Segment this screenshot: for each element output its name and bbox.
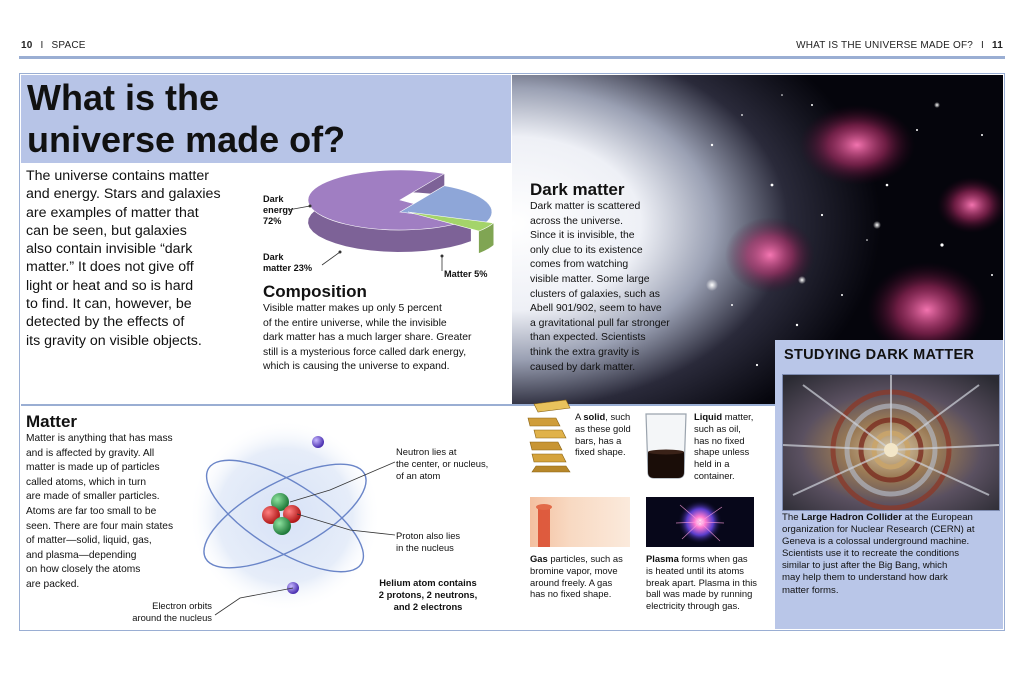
composition-text: [263, 302, 513, 375]
matter-line: are made of smaller particles.: [26, 491, 160, 503]
page-title-line-1: What is the: [27, 77, 220, 118]
intro-line: its gravity on visible objects.: [26, 332, 202, 349]
liquid-caption-line: container.: [694, 469, 735, 481]
plasma-caption: [646, 553, 757, 612]
pie-label-text: energy: [263, 205, 294, 215]
running-title: WHAT IS THE UNIVERSE MADE OF?: [796, 40, 974, 51]
dark-matter-line: think the extra gravity is: [530, 346, 640, 358]
intro-paragraph: [26, 167, 266, 350]
helium-atom-diagram: [180, 420, 400, 620]
folio-separator: I: [40, 40, 44, 51]
oil-beaker-image: [640, 410, 692, 482]
page-title-line-2: universe made of?: [27, 119, 346, 160]
section-name: SPACE: [51, 40, 86, 51]
pie-label-text: Matter 5%: [444, 269, 488, 279]
intro-line: matter.” It does not give off: [26, 259, 194, 276]
neutron-label: [396, 446, 488, 481]
matter-line: Matter is anything that has mass: [26, 433, 173, 444]
folio-separator: I: [981, 40, 985, 51]
plasma-caption-line: break apart. Plasma in this: [646, 576, 757, 588]
proton-label: [396, 530, 460, 554]
pie-label-text: matter 23%: [263, 263, 313, 273]
leader-dot: [309, 205, 312, 208]
pie-label-text: Dark: [263, 194, 284, 204]
intro-line: and energy. Stars and galaxies: [26, 186, 221, 203]
electron-label-line: around the nucleus: [132, 611, 212, 623]
gas-caption-line: around freely. A gas: [530, 576, 613, 588]
electron: [312, 436, 324, 448]
helium-caption-line: and 2 electrons: [393, 600, 463, 612]
plasma-caption-line: [646, 553, 757, 565]
dark-matter-line: Abell 901/902, seem to have: [530, 303, 662, 315]
solid-caption-line: as these gold: [575, 422, 631, 434]
dark-matter-line: clusters of galaxies, such as: [530, 288, 660, 300]
caption-line: may help them to understand how dark: [782, 572, 948, 584]
gas-caption-line: [530, 553, 623, 565]
plasma-ball-image: [646, 497, 754, 547]
solid-text: , such: [605, 411, 631, 422]
caption-line: similar to just after the Big Bang, which: [782, 560, 948, 572]
pie-label-text: 72%: [263, 216, 282, 226]
dark-matter-heading: Dark matter: [530, 180, 625, 199]
gas-caption-line: has no fixed shape.: [530, 588, 612, 600]
studying-caption: [782, 512, 1000, 597]
intro-line: are examples of matter that: [26, 204, 199, 221]
bromine-gas-image: [530, 497, 630, 547]
dark-matter-line: only clue to its existence: [530, 244, 643, 256]
solid-caption-line: bars, has a: [575, 434, 622, 446]
dark-matter-text: [530, 200, 705, 375]
folio-right: [796, 40, 1003, 51]
composition-line: of the entire universe, while the invisible: [263, 317, 447, 329]
composition-line: which is causing the universe to expand.: [263, 361, 450, 373]
solid-prefix: A: [575, 411, 584, 422]
neutron-label-line: of an atom: [396, 469, 441, 481]
pie-label-text: Dark: [263, 252, 284, 262]
intro-line: to find. It can, however, be: [26, 296, 192, 313]
collider-image: [783, 375, 999, 510]
dark-matter-line: caused by dark matter.: [530, 361, 636, 373]
leader-dot: [441, 255, 444, 258]
studying-heading: STUDYING DARK MATTER: [784, 347, 975, 363]
matter-line: matter is made up of particles: [26, 462, 160, 474]
folio-left: [21, 40, 86, 51]
proton-label-line: in the nucleus: [396, 541, 454, 553]
gas-caption: [530, 553, 623, 600]
solid-caption-line: fixed shape.: [575, 446, 626, 458]
liquid-text: matter,: [722, 411, 754, 422]
composition-line: still is a mysterious force called dark energy,: [263, 346, 467, 358]
gas-caption-line: bromine vapor, move: [530, 564, 618, 576]
matter-line: on how closely the atoms: [26, 564, 141, 576]
electron-label: [127, 600, 212, 624]
leader-line: [322, 252, 340, 265]
neutron-label-line: Neutron lies at: [396, 446, 457, 457]
leader-dot: [339, 251, 342, 254]
liquid-caption-line: shape unless: [694, 446, 750, 458]
matter-line: seen. There are four main states: [26, 520, 174, 532]
composition-heading: Composition: [263, 282, 367, 301]
intro-line: detected by the effects of: [26, 314, 185, 331]
caption-bold: Large Hadron Collider: [801, 512, 902, 523]
proton-label-line: Proton also lies: [396, 530, 461, 541]
matter-line: and is affected by gravity. All: [26, 447, 155, 459]
helium-caption: [372, 577, 484, 612]
intro-line: also contain invisible “dark: [26, 241, 193, 258]
page-title: [27, 77, 345, 161]
plasma-text: forms when gas: [678, 553, 748, 564]
caption-line: organization for Nuclear Research (CERN) at: [782, 524, 975, 536]
caption-line: matter forms.: [782, 584, 839, 596]
dark-matter-line: Since it is invisible, the: [530, 230, 635, 242]
matter-line: called atoms, which in turn: [26, 476, 147, 488]
caption-text: at the European: [901, 512, 973, 523]
composition-line: Visible matter makes up only 5 percent: [263, 303, 442, 314]
solid-caption-line: [575, 411, 631, 423]
liquid-caption-line: held in a: [694, 458, 730, 470]
header-rule: [19, 56, 1005, 59]
intro-line: can be seen, but galaxies: [26, 222, 187, 239]
matter-line: are packed.: [26, 578, 80, 590]
neutron: [273, 517, 291, 535]
intro-line: The universe contains matter: [26, 168, 209, 184]
intro-line: light or heat and so is hard: [26, 277, 194, 294]
dark-matter-line: than expected. Scientists: [530, 332, 646, 344]
liquid-caption-line: such as oil,: [694, 422, 741, 434]
gas-text: particles, such as: [547, 553, 623, 564]
plasma-caption-line: is heated until its atoms: [646, 564, 744, 576]
matter-text: [26, 432, 206, 593]
page-number-right: 11: [992, 40, 1003, 51]
dark-matter-line: a gravitational pull far stronger: [530, 317, 670, 329]
solid-bold: solid: [583, 411, 606, 422]
plasma-bold: Plasma: [646, 553, 679, 564]
matter-line: and plasma—depending: [26, 549, 137, 561]
plasma-caption-line: ball was made by running: [646, 588, 753, 600]
gold-bars-image: [522, 396, 574, 476]
dark-matter-line: across the universe.: [530, 215, 623, 227]
caption-prefix: The: [782, 512, 802, 523]
matter-line: of matter—solid, liquid, gas,: [26, 535, 152, 547]
composition-line: dark matter has a much larger share. Greater: [263, 332, 472, 344]
dark-matter-line: comes from watching: [530, 259, 629, 271]
helium-caption-line: Helium atom contains: [379, 577, 477, 588]
lhc-photo: [782, 374, 1000, 511]
liquid-caption: [694, 411, 753, 482]
dark-matter-line: visible matter. Some large: [530, 273, 650, 285]
liquid-caption-line: has no fixed: [694, 434, 745, 446]
liquid-bold: Liquid: [694, 411, 723, 422]
solid-caption: [575, 411, 631, 458]
electron-label-line: Electron orbits: [152, 600, 212, 611]
matter-line: Atoms are far too small to be: [26, 505, 157, 517]
plasma-caption-line: electricity through gas.: [646, 600, 740, 612]
page-number-left: 10: [21, 40, 33, 51]
caption-line: Scientists use it to recreate the conditions: [782, 548, 960, 560]
helium-caption-line: 2 protons, 2 neutrons,: [378, 588, 478, 600]
caption-line: [782, 512, 1000, 524]
caption-line: Geneva is a colossal underground machine.: [782, 536, 970, 548]
liquid-caption-line: [694, 411, 753, 423]
dark-matter-line: Dark matter is scattered: [530, 201, 641, 212]
leader-line: [288, 206, 310, 210]
section-divider: [21, 404, 775, 406]
pie-leader-lines: [260, 168, 520, 278]
matter-heading: Matter: [26, 412, 78, 431]
neutron-label-line: the center, or nucleus,: [396, 457, 489, 469]
gas-bold: Gas: [530, 553, 548, 564]
